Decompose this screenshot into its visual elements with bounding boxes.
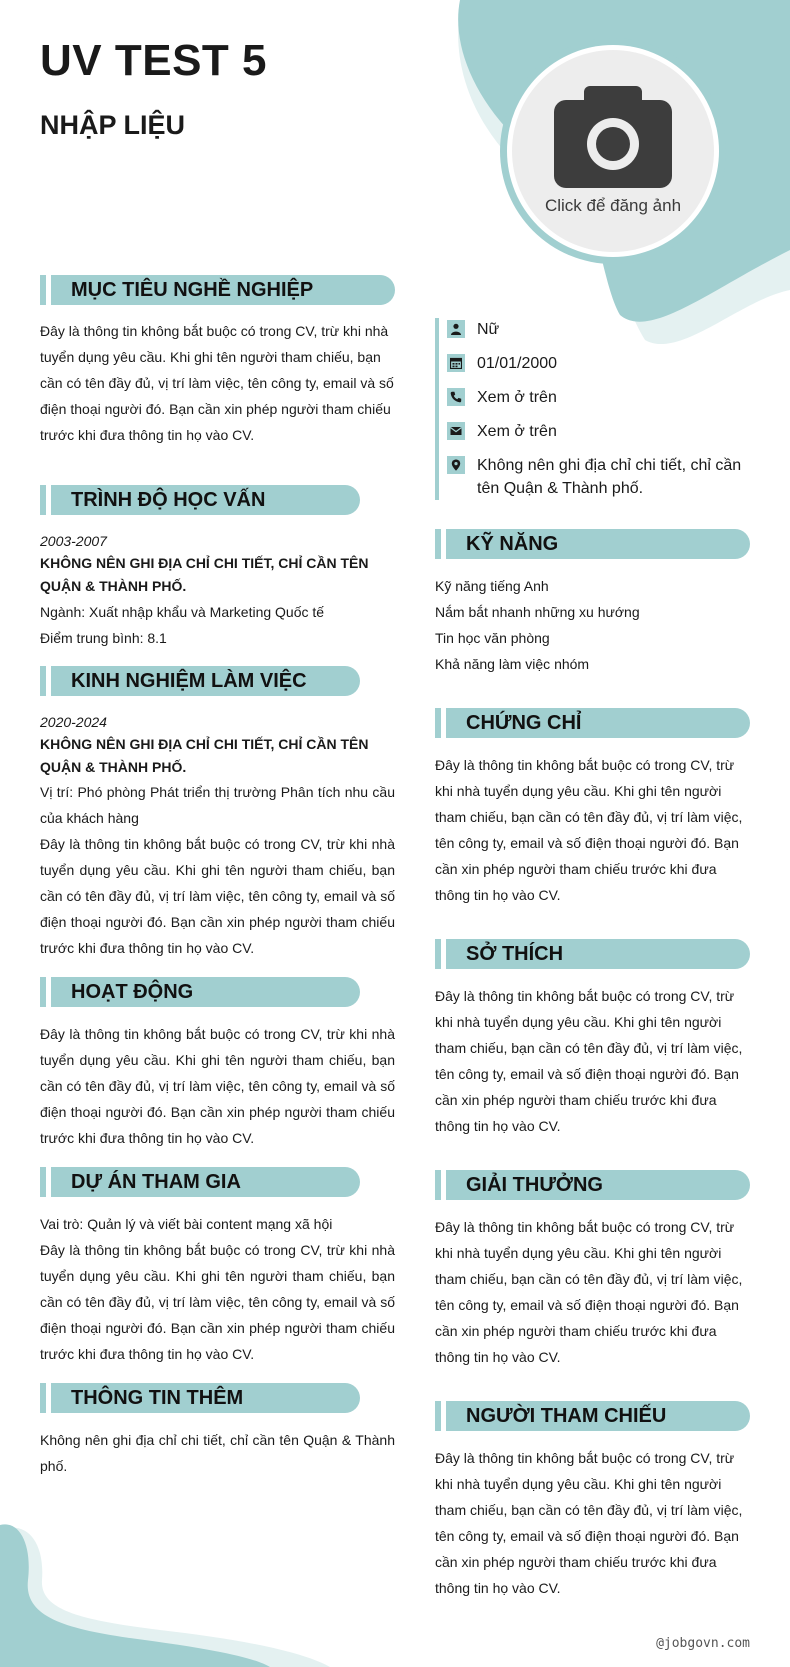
calendar-icon (447, 354, 465, 372)
skill-item: Kỹ năng tiếng Anh (435, 578, 549, 594)
section-title: KỸ NĂNG (466, 532, 559, 555)
section-title: THÔNG TIN THÊM (71, 1386, 244, 1409)
section-title: DỰ ÁN THAM GIA (71, 1170, 241, 1193)
dob-value: 01/01/2000 (477, 355, 558, 372)
hobbies-text: Đây là thông tin không bắt buộc có trong CV, trừ khi nhà tuyển dụng yêu cầu. Khi ghi tên người tham chiếu, bạn cần có tên đầy đủ, vị trí làm việc, tên công ty, email và số điện thoại người đó. Bạn cần xin phép người tham chiếu trước khi đưa thông tin họ vào CV. (435, 988, 743, 1134)
education-school: KHÔNG NÊN GHI ĐỊA CHỈ CHI TIẾT, CHỈ CẦN TÊN QUẬN & THÀNH PHỐ. (40, 555, 369, 594)
contact-email (447, 420, 767, 443)
email-value: Xem ở trên (477, 423, 557, 440)
phone-value: Xem ở trên (477, 389, 557, 406)
section-title: MỤC TIÊU NGHỀ NGHIỆP (71, 278, 314, 301)
bottom-left-blob (0, 1520, 330, 1667)
section-projects-heading (40, 1167, 360, 1197)
location-pin-icon (447, 456, 465, 474)
section-hobbies-heading (435, 939, 750, 969)
gender-value: Nữ (477, 321, 500, 338)
address-value: Không nên ghi địa chỉ chi tiết, chỉ cần tên Quận & Thành phố. (477, 457, 742, 497)
experience-position: Vị trí: Phó phòng Phát triển thị trường Phân tích nhu cầu của khách hàng (40, 784, 395, 826)
certificates-text: Đây là thông tin không bắt buộc có trong CV, trừ khi nhà tuyển dụng yêu cầu. Khi ghi tên người tham chiếu, bạn cần có tên đầy đủ, vị trí làm việc, tên công ty, email và số điện thoại người đó. Bạn cần xin phép người tham chiếu trước khi đưa thông tin họ vào CV. (435, 757, 743, 903)
skill-item: Khả năng làm việc nhóm (435, 656, 590, 672)
phone-icon (447, 388, 465, 406)
section-certificates-heading (435, 708, 750, 738)
contact-gender (447, 318, 767, 341)
section-experience-heading (40, 666, 360, 696)
camera-icon (554, 86, 672, 188)
person-icon (447, 320, 465, 338)
contact-list (435, 318, 767, 500)
experience-period: 2020-2024 (40, 714, 107, 730)
references-text: Đây là thông tin không bắt buộc có trong CV, trừ khi nhà tuyển dụng yêu cầu. Khi ghi tên người tham chiếu, bạn cần có tên đầy đủ, vị trí làm việc, tên công ty, email và số điện thoại người đó. Bạn cần xin phép người tham chiếu trước khi đưa thông tin họ vào CV. (435, 1450, 743, 1596)
skill-item: Tin học văn phòng (435, 630, 550, 646)
section-awards-heading (435, 1170, 750, 1200)
section-education-heading (40, 485, 360, 515)
section-title: CHỨNG CHỈ (466, 711, 582, 734)
education-gpa: Điểm trung bình: 8.1 (40, 630, 167, 646)
section-references-heading (435, 1401, 750, 1431)
more-info-text: Không nên ghi địa chỉ chi tiết, chỉ cần tên Quận & Thành phố. (40, 1432, 395, 1474)
activities-text: Đây là thông tin không bắt buộc có trong CV, trừ khi nhà tuyển dụng yêu cầu. Khi ghi tên người tham chiếu, bạn cần có tên đầy đủ, vị trí làm việc, tên công ty, email và số điện thoại người đó. Bạn cần xin phép người tham chiếu trước khi đưa thông tin họ vào CV. (40, 1026, 395, 1146)
education-major: Ngành: Xuất nhập khẩu và Marketing Quốc tế (40, 604, 325, 620)
contact-dob (447, 352, 767, 375)
section-title: KINH NGHIỆM LÀM VIỆC (71, 669, 307, 692)
candidate-name: UV TEST 5 (40, 36, 267, 85)
projects-text: Đây là thông tin không bắt buộc có trong CV, trừ khi nhà tuyển dụng yêu cầu. Khi ghi tên người tham chiếu, bạn cần có tên đầy đủ, vị trí làm việc, tên công ty, email và số điện thoại người đó. Bạn cần xin phép người tham chiếu trước khi đưa thông tin họ vào CV. (40, 1242, 395, 1362)
experience-description: Đây là thông tin không bắt buộc có trong CV, trừ khi nhà tuyển dụng yêu cầu. Khi ghi tên người tham chiếu, bạn cần có tên đầy đủ, vị trí làm việc, tên công ty, email và số điện thoại người đó. Bạn cần xin phép người tham chiếu trước khi đưa thông tin họ vào CV. (40, 836, 395, 956)
candidate-role: NHẬP LIỆU (40, 110, 186, 140)
skill-item: Nắm bắt nhanh những xu hướng (435, 604, 640, 620)
experience-company: KHÔNG NÊN GHI ĐỊA CHỈ CHI TIẾT, CHỈ CẦN TÊN QUẬN & THÀNH PHỐ. (40, 736, 369, 775)
section-title: NGƯỜI THAM CHIẾU (466, 1404, 667, 1427)
photo-upload[interactable] (500, 38, 726, 264)
section-title: GIẢI THƯỞNG (466, 1173, 603, 1196)
contact-phone (447, 386, 767, 409)
watermark: @jobgovn.com (656, 1636, 750, 1651)
section-title: HOẠT ĐỘNG (71, 980, 194, 1003)
contact-address (447, 454, 767, 500)
section-more-info-heading (40, 1383, 360, 1413)
section-activities-heading (40, 977, 360, 1007)
objective-text: Đây là thông tin không bắt buộc có trong CV, trừ khi nhà tuyển dụng yêu cầu. Khi ghi tên người tham chiếu, bạn cần có tên đầy đủ, vị trí làm việc, tên công ty, email và số điện thoại người đó. Bạn cần xin phép người tham chiếu trước khi đưa thông tin họ vào CV. (40, 323, 394, 443)
awards-text: Đây là thông tin không bắt buộc có trong CV, trừ khi nhà tuyển dụng yêu cầu. Khi ghi tên người tham chiếu, bạn cần có tên đầy đủ, vị trí làm việc, tên công ty, email và số điện thoại người đó. Bạn cần xin phép người tham chiếu trước khi đưa thông tin họ vào CV. (435, 1219, 743, 1365)
section-title: TRÌNH ĐỘ HỌC VẤN (71, 488, 266, 511)
section-title: SỞ THÍCH (466, 942, 564, 965)
email-icon (447, 422, 465, 440)
projects-role: Vai trò: Quản lý và viết bài content mạng xã hội (40, 1216, 333, 1232)
section-objective-heading (40, 275, 395, 305)
section-skills-heading (435, 529, 750, 559)
education-period: 2003-2007 (40, 533, 107, 549)
photo-upload-label: Click để đăng ảnh (544, 196, 682, 215)
